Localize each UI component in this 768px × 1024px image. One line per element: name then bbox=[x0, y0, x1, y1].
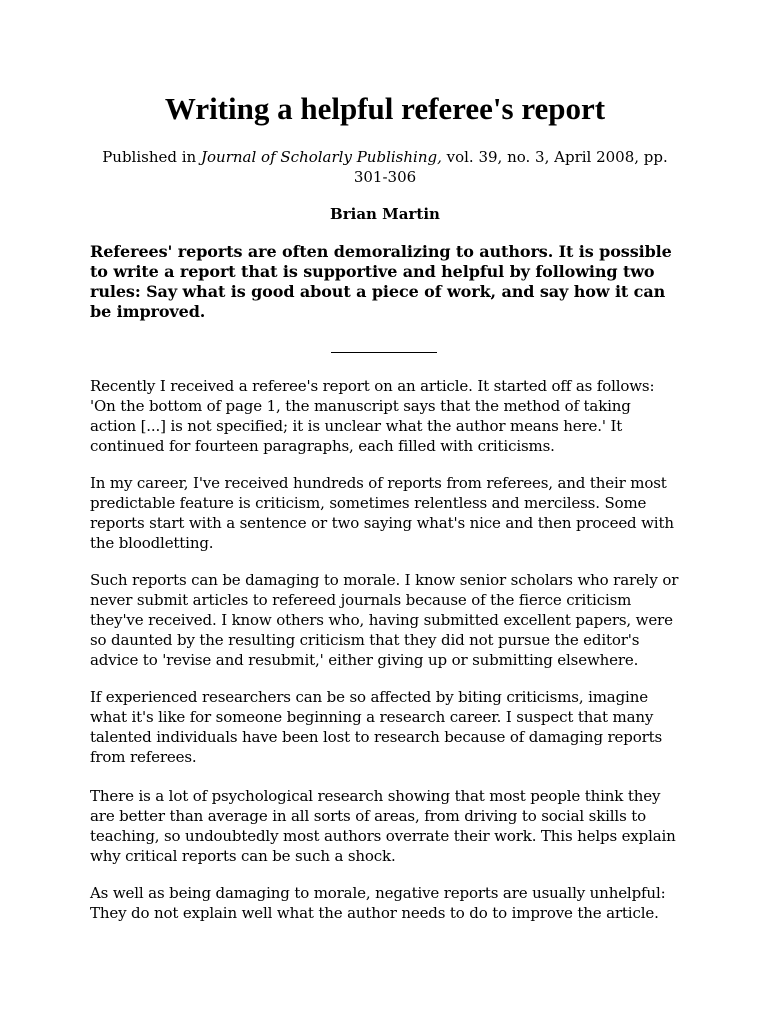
publication-details: vol. 39, no. 3, April 2008, pp. 301-306 bbox=[353, 148, 668, 186]
body-paragraph: There is a lot of psychological research showing that most people think they are better than average in all sorts of areas, from driving to social skills to teaching, so undoubtedly most authors overrate their work. This helps explain why critical reports can be such a shock. bbox=[90, 787, 676, 865]
body-paragraph: Recently I received a referee's report on an article. It started off as follows: 'On the bottom of page 1, the manuscript says that the method of taking action [...] is not specified; it is unclear what the author means here.' It continued for fourteen paragraphs, each filled with criticisms. bbox=[90, 377, 655, 455]
body-paragraph: Such reports can be damaging to morale. I know senior scholars who rarely or never submit articles to refereed journals because of the fierce criticism they've received. I know others who, having submitted excellent papers, were so daunted by the resulting criticism that they did not pursue the editor's advice to 'revise and resubmit,' either giving up or submitting elsewhere. bbox=[90, 571, 679, 669]
abstract: Referees' reports are often demoralizing to authors. It is possible to write a report that is supportive and helpful by following two rules: Say what is good about a piece of work, and say how it can be improved. bbox=[90, 242, 672, 321]
body-paragraph: As well as being damaging to morale, negative reports are usually unhelpful: They do not explain well what the author needs to do to improve the article. bbox=[90, 884, 666, 922]
body-paragraph: In my career, I've received hundreds of reports from referees, and their most predictable feature is criticism, sometimes relentless and merciless. Some reports start with a sentence or two saying what's nice and then proceed with the bloodletting. bbox=[90, 474, 674, 552]
page-title: Writing a helpful referee's report bbox=[164, 91, 606, 126]
section-divider bbox=[331, 352, 437, 353]
body-paragraph: If experienced researchers can be so affected by biting criticisms, imagine what it's like for someone beginning a research career. I suspect that many talented individuals have been lost to research because of damaging reports from referees. bbox=[90, 688, 663, 766]
author-name: Brian Martin bbox=[330, 205, 440, 223]
publication-info bbox=[90, 147, 680, 187]
journal-name: Journal of Scholarly Publishing, bbox=[201, 148, 442, 166]
publication-prefix: Published in bbox=[102, 148, 201, 166]
